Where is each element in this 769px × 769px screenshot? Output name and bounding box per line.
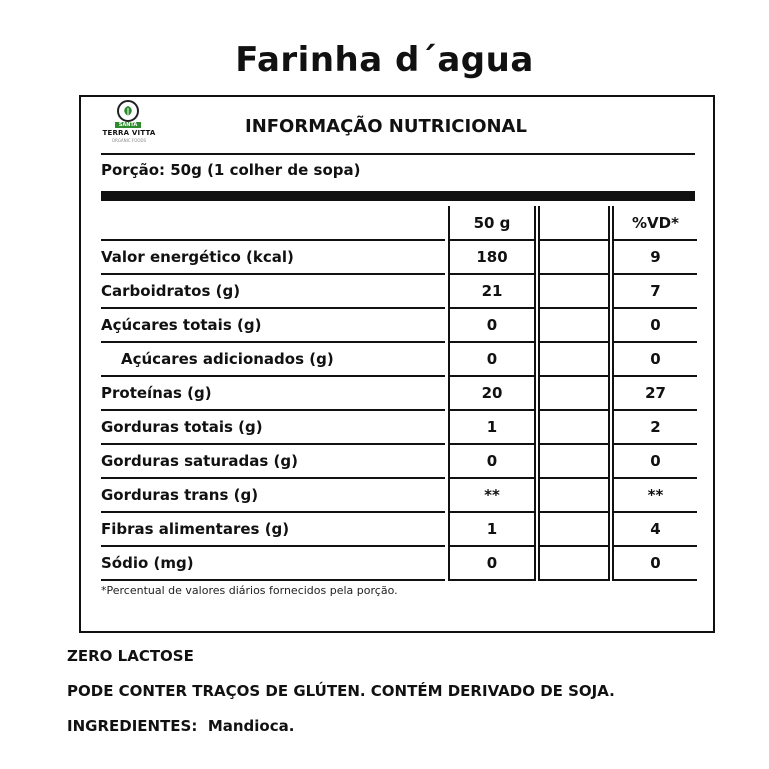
nutrient-name: Açúcares totais (g): [101, 308, 445, 342]
table-header-row: [101, 206, 697, 240]
nutrient-name: Gorduras trans (g): [101, 478, 445, 512]
nutrition-heading: INFORMAÇÃO NUTRICIONAL: [245, 116, 527, 137]
nutrient-vd: 0: [613, 546, 697, 580]
nutrition-table: [101, 206, 697, 581]
nutrient-vd: 0: [613, 342, 697, 376]
nutrient-vd: 2: [613, 410, 697, 444]
ingredients-value: Mandioca.: [207, 717, 295, 735]
table-row: [101, 240, 697, 274]
blank-cell: [539, 478, 609, 512]
nutrient-value: 0: [449, 546, 535, 580]
nutrient-name: Sódio (mg): [101, 546, 445, 580]
table-row: [101, 512, 697, 546]
footnote: *Percentual de valores diários fornecidos pela porção.: [101, 584, 398, 597]
nutrient-vd: 7: [613, 274, 697, 308]
logo-brand: TERRA VITTA: [102, 129, 156, 137]
table-row: [101, 444, 697, 478]
nutrient-value: 1: [449, 512, 535, 546]
brand-logo: [101, 100, 157, 144]
blank-cell: [539, 512, 609, 546]
table-row: [101, 546, 697, 580]
nutrient-value: 0: [449, 308, 535, 342]
nutrient-value: 0: [449, 342, 535, 376]
blank-cell: [539, 546, 609, 580]
nutrient-value: 1: [449, 410, 535, 444]
blank-cell: [539, 376, 609, 410]
nutrient-name: Carboidratos (g): [101, 274, 445, 308]
table-row: [101, 376, 697, 410]
table-row: [101, 274, 697, 308]
nutrient-vd: 27: [613, 376, 697, 410]
thick-divider: [101, 191, 695, 201]
blank-cell: [539, 308, 609, 342]
table-row: [101, 342, 697, 376]
blank-cell: [539, 240, 609, 274]
nutrient-value: 20: [449, 376, 535, 410]
nutrient-name: Gorduras saturadas (g): [101, 444, 445, 478]
header-blank: [101, 206, 445, 240]
product-title: Farinha d´agua: [235, 40, 534, 80]
nutrient-name: Açúcares adicionados (g): [101, 342, 445, 376]
nutrient-value: 21: [449, 274, 535, 308]
nutrient-vd: **: [613, 478, 697, 512]
ingredients-line: [67, 717, 294, 735]
nutrient-name: Proteínas (g): [101, 376, 445, 410]
leaf-icon: [117, 100, 139, 122]
header-vd: %VD*: [613, 206, 697, 240]
nutrient-vd: 0: [613, 444, 697, 478]
lactose-note: ZERO LACTOSE: [67, 647, 194, 665]
nutrient-name: Gorduras totais (g): [101, 410, 445, 444]
divider: [101, 153, 695, 155]
logo-tagline: ORGANIC FOODS: [111, 138, 147, 143]
nutrient-vd: 4: [613, 512, 697, 546]
table-row: [101, 410, 697, 444]
table-row: [101, 308, 697, 342]
table-row: [101, 478, 697, 512]
header-per-portion: 50 g: [449, 206, 535, 240]
logo-band: SANTA: [115, 122, 141, 128]
allergen-note: PODE CONTER TRAÇOS DE GLÚTEN. CONTÉM DERIVADO DE SOJA.: [67, 682, 615, 700]
portion-size: Porção: 50g (1 colher de sopa): [101, 161, 361, 179]
blank-cell: [539, 444, 609, 478]
nutrient-vd: 0: [613, 308, 697, 342]
nutrient-name: Valor energético (kcal): [101, 240, 445, 274]
blank-cell: [539, 410, 609, 444]
nutrient-value: 0: [449, 444, 535, 478]
nutrient-value: 180: [449, 240, 535, 274]
ingredients-label: INGREDIENTES:: [67, 717, 198, 735]
nutrient-value: **: [449, 478, 535, 512]
nutrient-vd: 9: [613, 240, 697, 274]
nutrient-name: Fibras alimentares (g): [101, 512, 445, 546]
blank-cell: [539, 274, 609, 308]
header-blank-column: [539, 206, 609, 240]
blank-cell: [539, 342, 609, 376]
